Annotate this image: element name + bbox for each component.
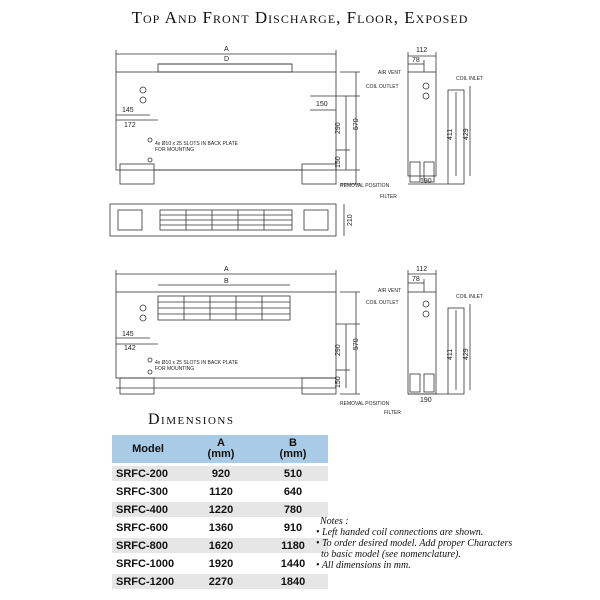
coil-inlet-top: COIL INLET xyxy=(456,76,484,82)
coil-outlet-top: COIL OUTLET xyxy=(366,84,399,90)
note-item: • All dimensions in mm. xyxy=(316,560,411,571)
note-item: • Left handed coil connections are shown. xyxy=(316,527,484,538)
label-a-bottom: A xyxy=(224,266,229,273)
table-row: SRFC-400 1220 780 xyxy=(112,502,328,517)
label-429-top: 429 xyxy=(463,128,470,140)
coil-outlet-bottom: COIL OUTLET xyxy=(366,300,399,306)
label-150-low-top: 150 xyxy=(335,156,342,168)
label-a-top: A xyxy=(224,46,229,53)
slots-note-top: 4x Ø10 x 25 SLOTS IN BACK PLATE xyxy=(155,141,238,147)
label-145-top: 145 xyxy=(122,107,134,114)
note-item: • To order desired model. Add proper Characters xyxy=(316,538,513,549)
table-row: SRFC-1000 1920 1440 xyxy=(116,557,306,570)
label-570-bottom: 570 xyxy=(353,338,360,350)
label-190-top: 190 xyxy=(420,178,432,185)
label-142: 142 xyxy=(124,345,136,352)
note-item: to basic model (see nomenclature). xyxy=(321,549,461,560)
page-title: Top And Front Discharge, Floor, Exposed xyxy=(131,8,469,27)
notes-block xyxy=(316,516,512,571)
top-side-view xyxy=(408,52,470,184)
label-570-top: 570 xyxy=(353,118,360,130)
notes-title: Notes : xyxy=(320,516,349,527)
header-b: B (mm) xyxy=(258,435,328,463)
air-vent-top: AIR VENT xyxy=(378,70,402,76)
label-210: 210 xyxy=(347,214,354,226)
label-145-bottom: 145 xyxy=(122,331,134,338)
label-112-top: 112 xyxy=(416,47,428,54)
filter-bottom: FILTER xyxy=(384,410,401,416)
dimensions-heading: Dimensions xyxy=(148,411,235,428)
label-b: B xyxy=(224,278,229,285)
label-429-bottom: 429 xyxy=(463,348,470,360)
table-row: SRFC-200 920 510 xyxy=(112,466,328,481)
header-a: A (mm) xyxy=(184,435,258,463)
label-112-bottom: 112 xyxy=(416,266,428,273)
label-78-top: 78 xyxy=(412,57,420,64)
label-190-bottom: 190 xyxy=(420,397,432,404)
label-172: 172 xyxy=(124,122,136,129)
dimensions-table xyxy=(112,432,328,592)
plan-view xyxy=(110,204,344,236)
label-d: D xyxy=(224,56,230,63)
header-model: Model xyxy=(112,435,184,463)
label-411-top: 411 xyxy=(447,128,454,140)
label-150-right-top: 150 xyxy=(316,101,328,108)
removal-position-bottom: REMOVAL POSITION xyxy=(340,401,390,407)
mounting-note-bottom: FOR MOUNTING xyxy=(155,366,195,372)
label-290-top: 290 xyxy=(335,122,342,134)
table-row: SRFC-600 1360 910 xyxy=(116,521,303,534)
coil-inlet-bottom: COIL INLET xyxy=(456,294,484,300)
filter-top: FILTER xyxy=(380,194,397,200)
label-78-bottom: 78 xyxy=(412,276,420,283)
bottom-front-view xyxy=(116,270,360,394)
label-150-low-bottom: 150 xyxy=(335,376,342,388)
table-row: SRFC-800 1620 1180 xyxy=(112,538,328,553)
top-front-view xyxy=(116,50,360,184)
label-290-bottom: 290 xyxy=(335,344,342,356)
air-vent-bottom: AIR VENT xyxy=(378,288,402,294)
table-row: SRFC-300 1120 640 xyxy=(116,485,303,498)
bottom-side-view xyxy=(408,270,470,394)
slots-note-bottom: 4x Ø10 x 25 SLOTS IN BACK PLATE xyxy=(155,360,238,366)
label-411-bottom: 411 xyxy=(447,348,454,360)
removal-position-top: REMOVAL POSITION xyxy=(340,183,390,189)
table-row: SRFC-1200 2270 1840 xyxy=(112,574,328,589)
mounting-note-top: FOR MOUNTING xyxy=(155,147,195,153)
